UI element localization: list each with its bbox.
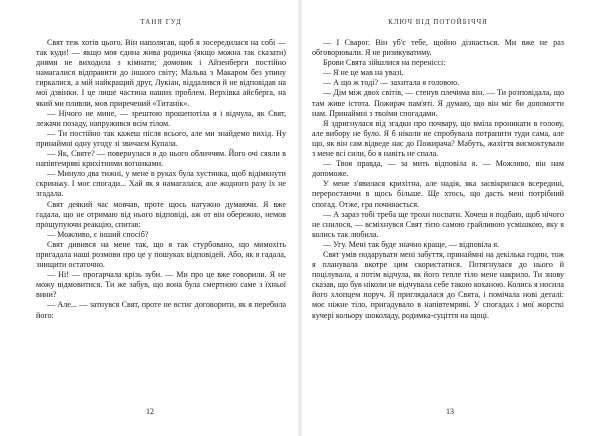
paragraph: У мене з'явилася крихітна, але надія, яка засвікрилася всередині, переростаючи в щось більше. Ще хтось, що дасть мені потрібний спогад. Отже, гра починається. xyxy=(312,179,564,209)
left-running-head: ТАНЯ ГУД xyxy=(140,18,182,26)
paragraph: — Твоя правда, — за мить відповіла я. — Можливо, він нам допоможе. xyxy=(312,159,564,179)
paragraph: — Ні! — прогарчала крізь зуби. — Ми про це вже говорили. Я не можу відмовитися. Ти же забув, що вона була смертною саме з їхньої вини? xyxy=(36,270,286,300)
paragraph: — А зараз тобі треба ще трохи поспати. Хочеш я подбаю, щоб нічого не снилося, — всміхнувся Свят тією самою грайливою усмішкою, яку я колись так любила. xyxy=(312,209,564,239)
left-page-number: 12 xyxy=(146,407,154,416)
paragraph: — Ти постійно так кажеш після всього, але ми знайдемо вихід. Ну принаймні одну угоду зі звичаєм Купала. xyxy=(36,128,286,148)
right-page xyxy=(300,0,600,436)
paragraph: Свят теж хотів цього. Він наполягав, щоб я зосередилася на собі — так куди! — якщо моя єдина жива родичка (якщо можна так сказати) днями не виходила з кімнати; домовик і Айзенберги постійно намагалися відправити до іншого світу; Мальва з Макаром без упину гиркалися, а мій найкращий друг, Лукіан, віддалився й не відповідав на мої дзвінки. І це лише частина наших проблем. Верхівка айсберга, на який ми пливли, мов приречений «Титанік». xyxy=(36,38,286,108)
paragraph: Свят дивився на мене так, що я так стурбовано, що мимохіть пригадала наші розмови про це у пошуках відповідей. Або, як я гадала, знищити остаточно. xyxy=(36,239,286,270)
paragraph: — Можливо, є інший спосіб? xyxy=(47,229,149,239)
paragraph: — Угу. Мені так буде значно краще, — відповіла я. xyxy=(323,239,500,249)
paragraph: Брови Свята зійшлися на переніссі: xyxy=(323,58,446,68)
paragraph: — Я не це мав на увазі. xyxy=(323,68,404,78)
right-page-body xyxy=(312,38,564,321)
paragraph: — Дім між двох світів, — стенув плечима він. — Ти розповідала, що там живе істота. Пожирач пам'яті. Я думаю, що він міг би допомогти нам. Принаймні з твоїми спогадами. xyxy=(312,88,564,118)
paragraph: Свят деякий час мовчав, проте щось натужно думаючи. Я вже гадала, що не отримаю від нього відповіді, аж от він обережно, немов прощупуючи реакцію, спитав: xyxy=(36,199,286,229)
paragraph: — Але... — затнувся Свят, проте не встиг договорити, як я перебила його: xyxy=(36,300,286,320)
paragraph: Свят умів подарувати мені забуття, принаймні на декілька годин, тож я планувала вкотре цим скористатися. Потягнулася до нього й поцілувала, а потім відчула, як його тепле тіло мене накрило. Ти знову сказав, що був ніколи не відчувала себе такою коханою. Колись я носила його хлопцем поруч. Я приглядалася до Свята, і помічала нові деталі: моє ніжне тіло, пригадувало в напівтемряві. У спогадах і мої жорсткі кучері кольору шоколаду, родимка-суціття на щоці. xyxy=(312,249,564,320)
right-running-head: КЛЮЧ ВІД ПОТОЙБІЧЧЯ xyxy=(388,18,488,26)
paragraph: — І Сварог. Він уб'є тебе, щойно дізнається. Ми вже не раз обговорювали. Я не ризикуватиму. xyxy=(312,38,564,58)
left-page-body xyxy=(36,38,286,321)
paragraph: — Нічого не мине, — зрештою прошепотіла я і відчула, як Свят, лежачи позаду, напружився всім тілом. xyxy=(36,108,286,128)
paragraph: — Як, Святе? — повернулася я до нього обличчям. Його очі сяяли в напівтемряві крихітними вогниками. xyxy=(36,149,286,169)
right-page-number: 13 xyxy=(446,407,454,416)
paragraph: Я здригнулася від згадки про почвару, що вміла проникати в голову, але вибору не було. Я б ніколи не спробувала потрапити туди сама, але що, як він сам відведе нас до Пожирача? Мабуть, жахіття висмоктували з мене всі сили, бо я навіть не спала. xyxy=(312,118,564,159)
paragraph: — Минуло два тижні, у мене в руках була хустинка, щоб відімкнути скриньку. І моє спогади... Хай як я намагалася, але жодного разу їх не згадала. xyxy=(36,169,286,199)
paragraph: — А що ж тоді? — захитала я головою. xyxy=(323,78,460,88)
